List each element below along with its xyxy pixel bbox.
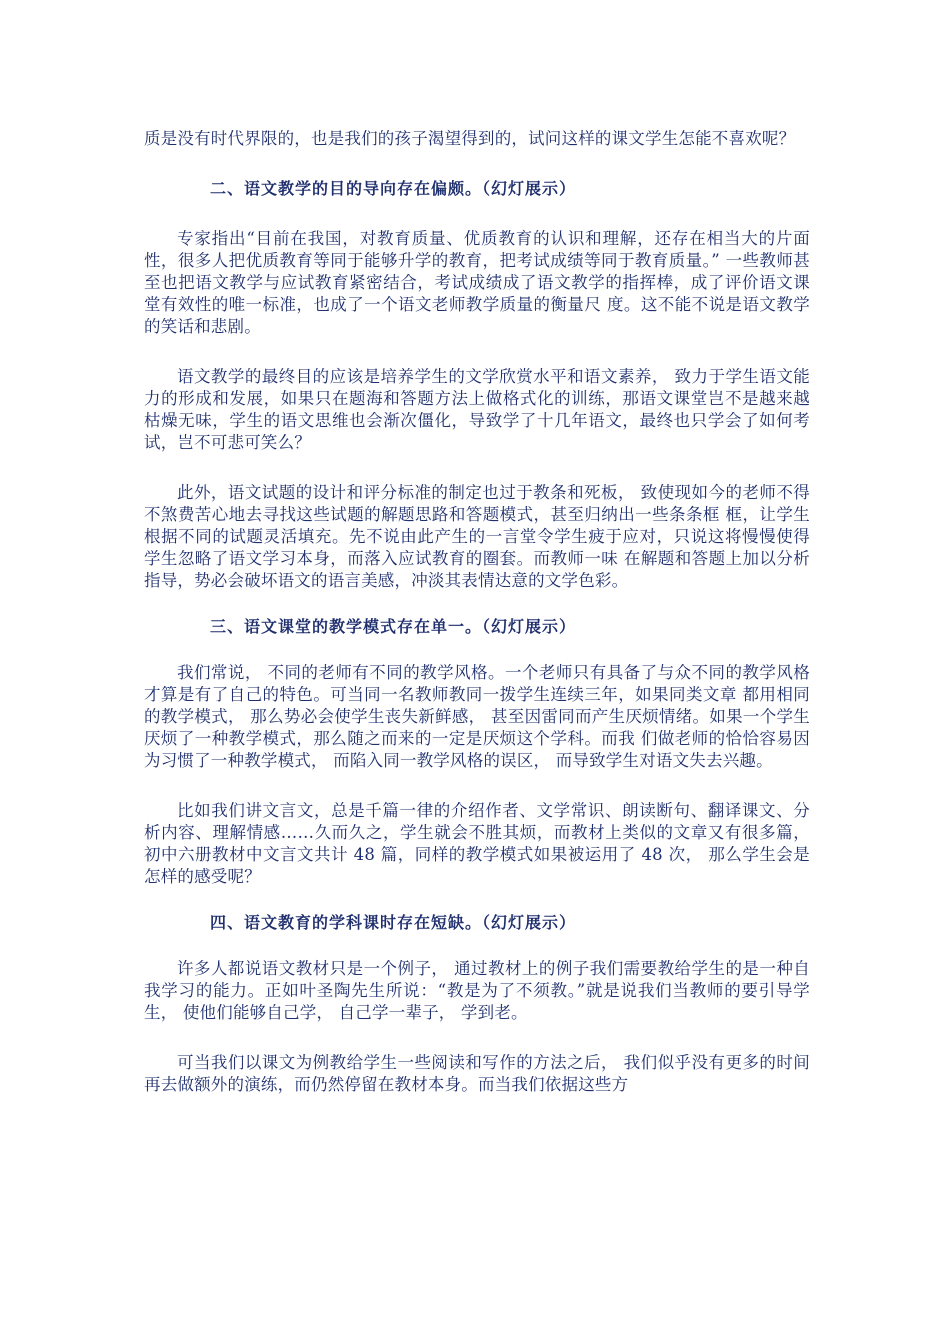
section-heading-4: 四、语文教育的学科课时存在短缺。（幻灯展示）	[210, 913, 577, 932]
paragraph-class-time: 可当我们以课文为例教给学生一些阅读和写作的方法之后， 我们似乎没有更多的时间再去做额外的演练，而仍然停留在教材本身。而当我们依据这些方	[144, 1053, 810, 1094]
document-body	[144, 128, 810, 1096]
paragraph-textbook-example: 许多人都说语文教材只是一个例子， 通过教材上的例子我们需要教给学生的是一种自我学习的能力。正如叶圣陶先生所说：“教是为了不须教。”就是说我们当教师的要引导学生， 使他们能够自己学， 自己学一辈子， 学到老。	[144, 959, 810, 1022]
section-heading-2: 二、语文教学的目的导向存在偏颇。（幻灯展示）	[210, 179, 577, 198]
paragraph-teaching-goal: 语文教学的最终目的应该是培养学生的文学欣赏水平和语文素养， 致力于学生语文能力的形成和发展，如果只在题海和答题方法上做格式化的训练，那语文课堂岂不是越来越枯燥无味，学生的语文思维也会渐次僵化，导致学了十几年语文，最终也只学会了如何考试，岂不可悲可笑么？	[144, 367, 810, 452]
section-heading-3: 三、语文课堂的教学模式存在单一。（幻灯展示）	[210, 617, 577, 636]
paragraph-continued: 质是没有时代界限的，也是我们的孩子渴望得到的，试问这样的课文学生怎能不喜欢呢？	[144, 129, 796, 148]
paragraph-classical-chinese: 比如我们讲文言文，总是千篇一律的介绍作者、文学常识、朗读断句、翻译课文、分析内容、理解情感……久而久之，学生就会不胜其烦，而教材上类似的文章又有很多篇，初中六册教材中文言文共计 48 篇，同样的教学模式如果被运用了 48 次， 那么学生会是怎样的感受呢？	[144, 801, 810, 886]
paragraph-expert-view: 专家指出“目前在我国，对教育质量、优质教育的认识和理解，还存在相当大的片面性，很多人把优质教育等同于能够升学的教育，把考试成绩等同于教育质量。” 一些教师甚至也把语文教学与应试教育紧密结合，考试成绩成了语文教学的指挥棒，成了评价语文课堂有效性的唯一标准，也成了一个语文老师教学质量的衡量尺 度。这不能不说是语文教学的笑话和悲剧。	[144, 229, 810, 336]
paragraph-exam-design: 此外，语文试题的设计和评分标准的制定也过于教条和死板， 致使现如今的老师不得不煞费苦心地去寻找这些试题的解题思路和答题模式，甚至归纳出一些条条框 框，让学生根据不同的试题灵活填充。先不说由此产生的一言堂令学生疲于应对，只说这将慢慢使得学生忽略了语文学习本身，而落入应试教育的圈套。而教师一味 在解题和答题上加以分析指导，势必会破坏语文的语言美感，冲淡其表情达意的文学色彩。	[144, 483, 810, 590]
paragraph-teaching-style: 我们常说， 不同的老师有不同的教学风格。一个老师只有具备了与众不同的教学风格才算是有了自己的特色。可当同一名教师教同一拨学生连续三年，如果同类文章 都用相同的教学模式， 那么势必会使学生丧失新鲜感， 甚至因雷同而产生厌烦情绪。如果一个学生厌烦了一种教学模式，那么随之而来的一定是厌烦这个学科。而我 们做老师的恰恰容易因为习惯了一种教学模式， 而陷入同一教学风格的误区， 而导致学生对语文失去兴趣。	[144, 663, 810, 770]
